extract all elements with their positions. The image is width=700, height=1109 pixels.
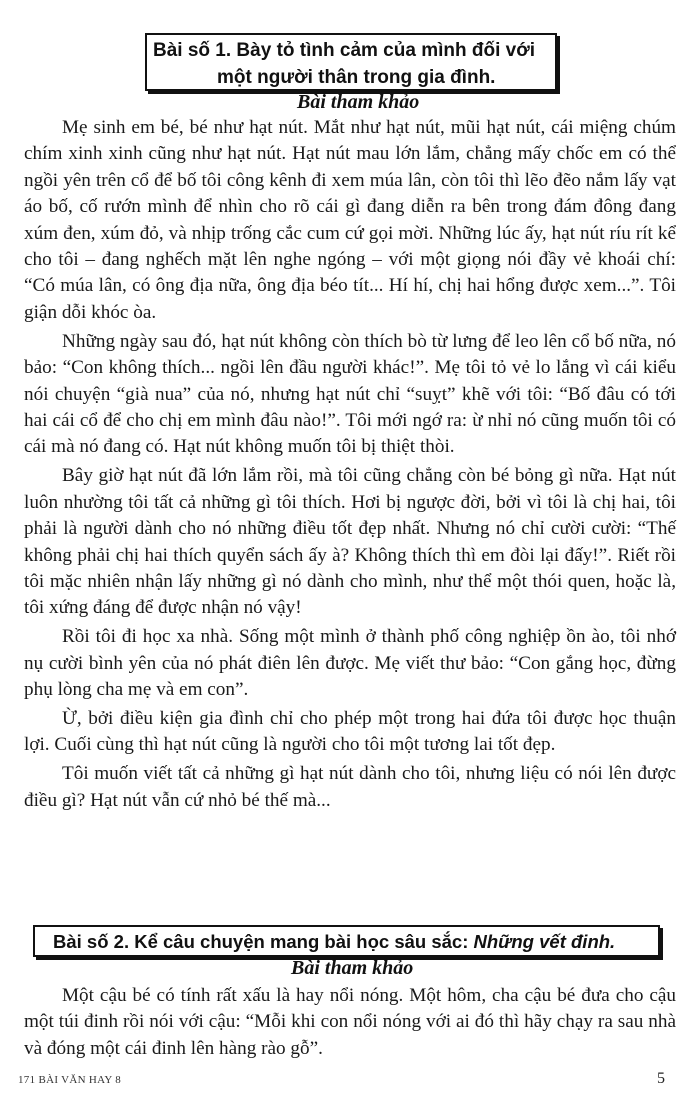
paragraph: Một cậu bé có tính rất xấu là hay nổi nóng. Một hôm, cha cậu bé đưa cho cậu một túi đinh rồi nói với cậu: “Mỗi khi con nổi nóng với ai đó thì hãy chạy ra sau nhà và đóng một cái đinh lên hàng rào gỗ”. — [24, 985, 676, 1059]
paragraph: Bây giờ hạt nút đã lớn lắm rồi, mà tôi cũng chẳng còn bé bỏng gì nữa. Hạt nút luôn nhường tôi tất cả những gì tôi thích. Hơi bị ngược đời, bởi vì tôi là chị hai, tôi phải là người dành cho nó những điều tốt đẹp nhất. Nhưng nó chỉ cười cười: “Thế không phải chị hai thích quyển sách ấy à? Không thích thì em đòi lại đấy!”. Riết rồi tôi mặc nhiên nhận lấy những gì nó dành cho mình, như thể một thói quen, hoặc là, tôi xứng đáng để được nhận nó vậy! — [24, 465, 676, 619]
paragraph: Ừ, bởi điều kiện gia đình chỉ cho phép một trong hai đứa tôi được học thuận lợi. Cuối cùng thì hạt nút cũng là người cho tôi một tương lai tốt đẹp. — [24, 707, 676, 756]
article1-heading-line2: một người thân trong gia đình. — [217, 67, 496, 88]
paragraph: Những ngày sau đó, hạt nút không còn thích bò từ lưng để leo lên cổ bố nữa, nó bảo: “Con không thích... ngồi lên đầu người khác!”. Mẹ tôi tỏ vẻ lo lắng vì cái kiểu nói chuyện “già nua” của nó, nhưng hạt nút chỉ “suỵt” khẽ với tôi: “Bố đâu có tới hai cái cổ để cho chị em mình đâu nào!”. Tôi mới ngớ ra: ừ nhỉ nó cũng muốn tôi có cái mà nó đang có. Hạt nút không muốn tôi bị thiệt thòi. — [24, 330, 676, 458]
article1-heading-line1-text: Bày tỏ tình cảm của mình đối với — [231, 40, 535, 61]
article1-heading — [145, 33, 557, 91]
article1-heading-prefix: Bài số 1. — [153, 40, 232, 61]
paragraph: Tôi muốn viết tất cả những gì hạt nút dành cho tôi, nhưng liệu có nói lên được điều gì? Hạt nút vẫn cứ nhỏ bé thế mà... — [24, 763, 676, 811]
article1-body — [24, 115, 676, 817]
article2-heading-topic: Những vết đinh. — [473, 931, 616, 952]
page-number: 5 — [657, 1070, 665, 1087]
article2-heading — [33, 925, 660, 957]
paragraph: Mẹ sinh em bé, bé như hạt nút. Mắt như hạt nút, mũi hạt nút, cái miệng chúm chím xinh xinh cũng như hạt nút. Hạt nút mau lớn lắm, chẳng mấy chốc em có thể ngồi yên trên cổ để bố tôi công kênh đi xem múa lân, còn tôi thì lẽo đẽo nắm lấy vạt áo bố, cố rướn mình để nhìn cho rõ cái gì đang diễn ra bên trong đám đông đang xúm đen, xúm đỏ, và nhịp trống cắc cum cứ gọi mời. Những lúc ấy, hạt nút ríu rít kể cho tôi – đang nghếch mặt lên nghe ngóng – với một giọng nói đầy vẻ khoái chí: “Có múa lân, có ông địa nữa, ông địa béo tít... Hí hí, chị hai hổng được xem...”. Tôi giận dỗi khóc òa. — [24, 117, 676, 323]
paragraph: Rồi tôi đi học xa nhà. Sống một mình ở thành phố công nghiệp ồn ào, tôi nhớ nụ cười bình yên của nó phát điên lên được. Mẹ viết thư bảo: “Con gắng học, đừng phụ lòng cha mẹ và em con”. — [24, 626, 676, 701]
footer-book-title: 171 BÀI VĂN HAY 8 — [18, 1074, 122, 1086]
article2-subheading: Bài tham khảo — [291, 957, 414, 979]
article2-heading-text: Kể câu chuyện mang bài học sâu sắc: — [129, 931, 474, 952]
article1-heading-line1 — [147, 37, 555, 64]
article2-heading-prefix: Bài số 2. — [53, 931, 130, 952]
article2-body — [24, 983, 676, 1065]
article1-subheading: Bài tham khảo — [297, 91, 420, 113]
